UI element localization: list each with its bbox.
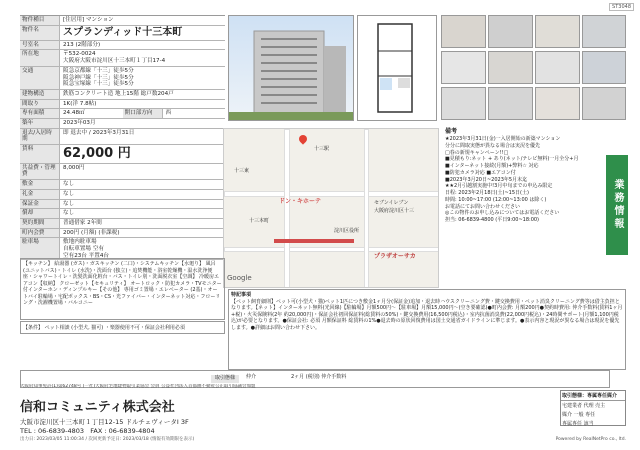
deposit: なし [63,181,75,188]
special-notes: 特記事項 【ペット飼育細則】ペット可(小型犬・猫)ペット1匹につき敷金1ヶ月分(保証金)追加・退去時ハウスクリーニング費・鍵交換費用・ペット消臭クリーニング費等は借主負担となります。【ネット】インターネット無料(光回線)【駐輪場】月額500円～【駐車場】月額15,000円～(空き要確認)●町内会費: 月額200円●契約時費用: 仲介手数料(賃料1ヶ月+税)・火災保険料(2年 約20,000円)・保証会社初回保証料(総賃料の50%)・鍵交換費用(16,500円税込)・室内抗菌消臭費(22,000円税込)・24時間サポート(月額1,100円税込)が必要となります。●保証会社: 必須 月額保証料 総賃料の1%●退去時の原状回復費用は国土交通省ガイドラインに準じます。●表示内容と現況が異なる場合は現況を優先します。●詳細はお問い合わせ下さい。 [228,289,626,370]
room-photo[interactable] [535,87,580,120]
room-photo[interactable] [582,51,626,84]
room-photo[interactable] [582,87,626,120]
direction: 西 [165,110,172,117]
building-icon [229,16,353,120]
room-photo[interactable] [488,15,533,48]
guarantee: なし [63,200,75,207]
company-fax: FAX : 06-6839-4804 [90,427,155,435]
amortization: なし [63,210,75,217]
floor-plan [357,15,437,121]
business-info-tab[interactable]: 業務情報 [606,155,628,255]
traffic-list: 阪急京都線「十三」徒歩5分 阪急神戸線「十三」徒歩5分 阪急宝塚線「十三」徒歩5分 [63,67,134,88]
floor-area: 24.48㎡ [63,110,85,117]
company-tel[interactable]: TEL : 06-6839-4803 [20,427,85,435]
map-pin-icon [297,133,308,144]
community-fee: 200円 (月額) (非課税) [63,229,120,236]
features-box: 【キッチン】 給湯器 (ガス)・ガスキッチン (二口)・システムキッチン【水廻り】 風呂 (ユニットバス)・トイレ (水洗)・洗面台 (独立)・追焚機能・浴室乾燥機・温水洗浄便座・シャワートイレ・洗髪洗面化粧台・バス・トイレ別・洗面脱衣室【空調】 冷暖房エアコン【収納】 クローゼット【セキュリティ】 オートロック・防犯カメラ・TVモニター付インターホン・ディンプルキー【その他】 専用ゴミ置場・エレベーター (2基)・オートバイ駐輪場・宅配ボックス・BS・CS・光ファイバー・インターネット対応・フローリング・洗濯機置場・バルコニー [20,258,225,320]
company-address: 大阪市淀川区十三本町１丁目12-15 ドルチェヴィータⅠ 3F [20,418,189,426]
address: 〒532-0024 大阪府大阪市淀川区十三本町１丁目17-4 [63,51,166,65]
floorplan-icon [358,16,436,120]
contract: 普通借家 2年間 [63,219,102,226]
photo-grid [441,15,626,121]
building-photo [228,15,354,121]
move-in: 即 退去中 / 2023年3月31日 [63,129,135,136]
layout: 1K(洋 7.8帖) [63,100,97,107]
google-logo: Google [227,274,252,282]
property-type: [住居用] マンション [63,17,114,23]
room-photo[interactable] [441,51,486,84]
transaction-row: 取引態様 仲介 2ヶ月 (税別) 仲介手数料 [20,370,610,388]
remarks-box: 備考 ★2023年3月31日(金)一入居開始の新築マンション 分分に間取実態が異なる場合は実況を優先 □春の新規キャンペーン!!□ ■見積もり:ネット + あり(ネット/テレビ無料)一月全分+月 ■インターネット接続(月額)+弊料☆ 対応 ■防犯カメラ対応 ■エアコン付 ■2023年3月20日~2023年5月末迄 ★★2月引越割実施中!3月中旬までの申込み限定 日程: 2023年2月18日(土)~15日(土) 時間: 10:00~17:00 (12:00~13:00 は除く) お電話にてお問い合わせください ◎この物件のお申し込みについてはお電話ください 担当: 06-6839-4800 (平日9:00~18:00) [445,128,579,224]
location-map[interactable]: ドン・キホーテ セブンイレブン 大阪府淀川区十三 プラザオーサカ 十三駅 十三東 淀川区役所 十三本町 Google [223,128,439,288]
company-name: 信和コミュニティ株式会社 [20,400,175,415]
room-photo[interactable] [441,15,486,48]
built-date: 2023年03月 [63,120,96,127]
room-photo[interactable] [441,87,486,120]
document-stamp: ST3048 [609,3,634,11]
property-table: 物件種目 [住居用] マンション 物件名 スプランディッド十三本町 号室名 213 (2階部分) 所在地 〒532-0024 大阪府大阪市淀川区十三本町１丁目17-4 交通 阪急京都線「十三」徒歩5分 阪急神戸線「十三」徒歩5分 阪急宝塚線「十三」徒歩5分 建物構造 鉄筋コンクリート造 地上15階 総戸数204戸 間取り 1K(洋 7.8帖) 専有面積 24.48㎡ 開口部方向 西 築年 2023年03月 退去/入居時期 即 退去中 / 2023年3月31日 賃料 62,000 円 共益費・管理費 8,000円 敷金 なし 礼金 なし 保証金 なし 償却 なし 契約期間 普通借家 2年間 町内会費 200円 (月額) (非課税) 駐車場 敷地内駐車場 自転車置場 空有 空有23台 平置4台 [20,15,225,260]
room-photo[interactable] [488,87,533,120]
powered-by: Powered by RealNetPro co., ltd. [555,437,626,442]
parking: 敷地内駐車場 自転車置場 空有 空有23台 平置4台 [63,239,110,259]
room-photo[interactable] [535,15,580,48]
room-photo[interactable] [535,51,580,84]
building-structure: 鉄筋コンクリート造 地上15階 総戸数204戸 [63,90,174,97]
transaction-notice: 取引態様：専属専任媒介 宅建業者 代理 売主 媒介 一般 専任 専属専任 該当 [560,390,626,426]
room-photo[interactable] [488,51,533,84]
room-number: 213 (2階部分) [63,41,101,48]
room-photo[interactable] [582,15,626,48]
rent-price: 62,000 円 [63,146,131,162]
property-name: スプランディッド十三本町 [63,26,183,38]
management-fee: 8,000円 [63,164,85,171]
company-info [20,390,430,435]
output-date: 出力日: 2023/03/05 11:00:34 / 次回更新予定日: 2023/03/18 (情報有効期限を表示) [20,437,195,442]
key-money: なし [63,190,75,197]
license-text: 大阪府知事免許(1)第62748号 (一社)大阪府宅地建物取引業協会 会員 公益社団法人首都圏不動産公正取引協議会加盟 [20,384,256,389]
conditions-box: 【条件】 ペット相談 (小型犬, 猫可) ・楽器使用不可・保証会社利用必須 [20,321,225,334]
